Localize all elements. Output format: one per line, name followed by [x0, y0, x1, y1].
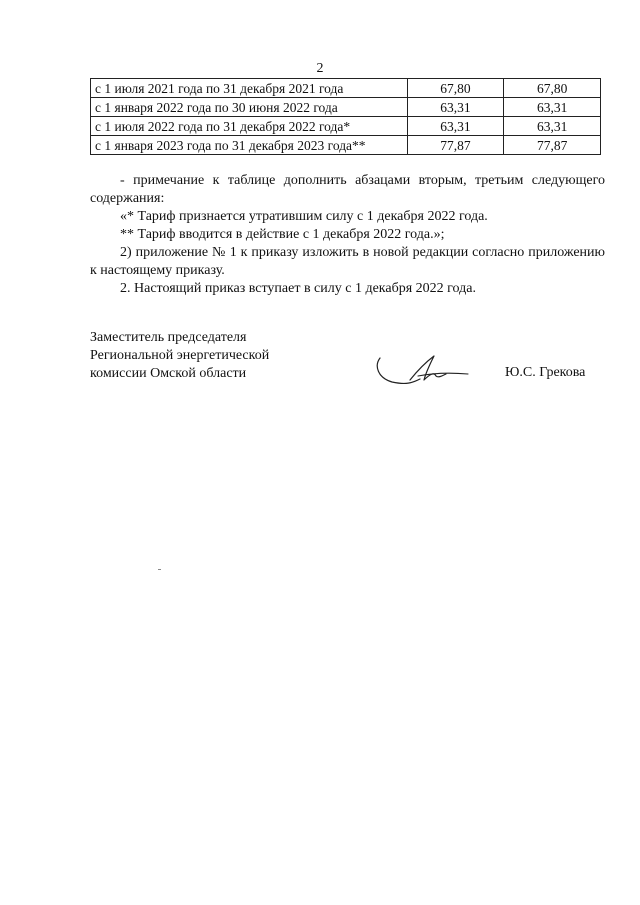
position-line: Региональной энергетической	[90, 348, 270, 363]
footnote-2-paragraph: ** Тариф вводится в действие с 1 декабря 2022 года.»;	[120, 227, 445, 242]
position-line: Заместитель председателя	[90, 330, 247, 345]
tariff-value-cell: 63,31	[407, 98, 504, 117]
document-body	[90, 172, 605, 298]
page-number: 2	[316, 61, 324, 76]
signatory-position	[90, 329, 269, 383]
tariff-table	[90, 78, 601, 155]
table-row	[91, 117, 601, 136]
clause-2-paragraph: 2. Настоящий приказ вступает в силу с 1 декабря 2022 года.	[120, 281, 476, 296]
period-cell: с 1 января 2022 года по 30 июня 2022 года	[91, 98, 408, 117]
tariff-value-cell: 77,87	[407, 136, 504, 155]
table-row	[91, 136, 601, 155]
note-intro-paragraph: - примечание к таблице дополнить абзацами вторым, третьим следующего содержания:	[90, 173, 605, 206]
tariff-value-cell: 63,31	[504, 98, 601, 117]
position-line: комиссии Омской области	[90, 366, 247, 381]
tariff-value-cell: 77,87	[504, 136, 601, 155]
tariff-value-cell: 63,31	[504, 117, 601, 136]
scan-artifact	[158, 569, 161, 570]
footnote-1-paragraph: «* Тариф признается утратившим силу с 1 декабря 2022 года.	[120, 209, 488, 224]
tariff-value-cell: 63,31	[407, 117, 504, 136]
table-row	[91, 79, 601, 98]
table-row	[91, 98, 601, 117]
period-cell: с 1 июля 2022 года по 31 декабря 2022 года*	[91, 117, 408, 136]
period-cell: с 1 января 2023 года по 31 декабря 2023 года**	[91, 136, 408, 155]
tariff-value-cell: 67,80	[407, 79, 504, 98]
signer-name: Ю.С. Грекова	[505, 365, 586, 380]
item-2-paragraph: 2) приложение № 1 к приказу изложить в новой редакции согласно приложению к настоящему приказу.	[90, 245, 605, 278]
period-cell: с 1 июля 2021 года по 31 декабря 2021 года	[91, 79, 408, 98]
tariff-value-cell: 67,80	[504, 79, 601, 98]
handwritten-signature	[372, 352, 472, 394]
